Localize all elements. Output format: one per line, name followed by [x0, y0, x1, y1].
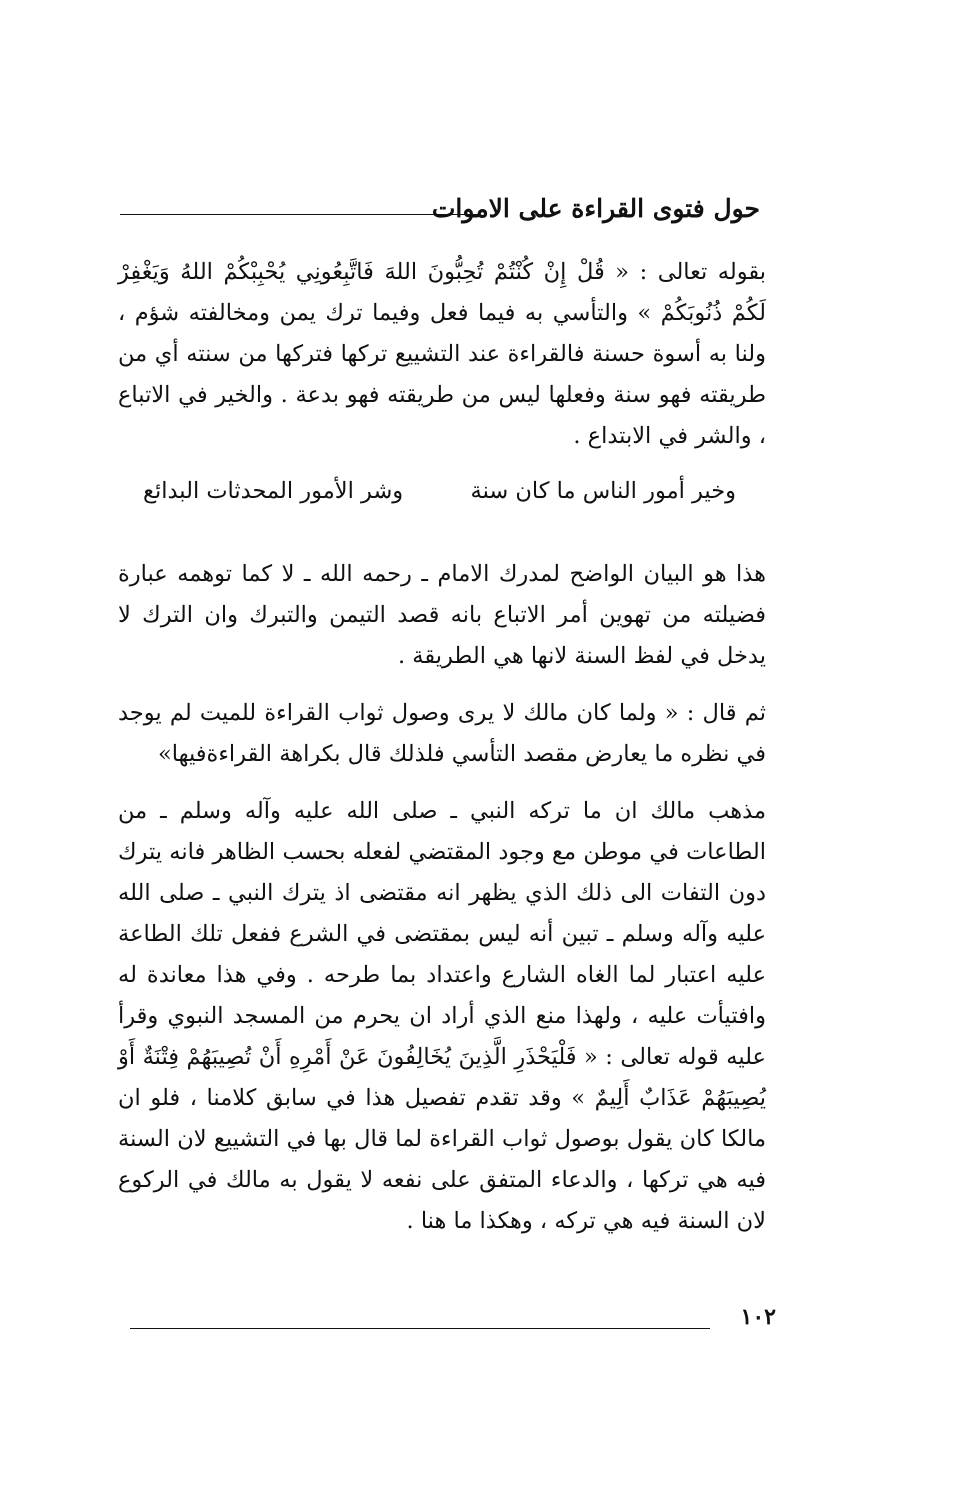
body-text: [118, 252, 766, 1242]
paragraph-2: هذا هو البيان الواضح لمدرك الامام ـ رحمه الله ـ لا كما توهمه عبارة فضيلته من تهوين أمر الاتباع بانه قصد التيمن والتبرك وان الترك لا يدخل في لفظ السنة لانها هي الطريقة .: [118, 561, 766, 669]
poem-verse: [143, 471, 736, 512]
poem-second-hemistich: وشر الأمور المحدثات البدائع: [143, 478, 404, 504]
page-footer: [130, 1298, 776, 1338]
page-number: ١٠٢: [740, 1304, 776, 1330]
running-header: [120, 194, 760, 230]
paragraph-3-quote: ثم قال : « ولما كان مالك لا يرى وصول ثواب القراءة للميت لم يوجد في نظره ما يعارض مقصد التأسي فلذلك قال بكراهة القراءةفيها»: [118, 700, 766, 767]
poem-first-hemistich: وخير أمور الناس ما كان سنة: [470, 478, 736, 504]
running-title: حول فتوى القراءة على الاموات: [431, 194, 760, 223]
paragraph-1: بقوله تعالى : « قُلْ إِنْ كُنْتُمْ تُحِبُّونَ اللهَ فَاتَّبِعُونِي يُحْبِبْكُمْ اللهُ وَيَغْفِرْ لَكُمْ ذُنُوبَكُمْ » والتأسي به فيما فعل وفيما ترك يمن ومخالفته شؤم ، ولنا به أسوة حسنة فالقراءة عند التشييع تركها فتركها من سنته أي من طريقته فهو سنة وفعلها ليس من طريقته فهو بدعة . والخير في الاتباع ، والشر في الابتداع .: [118, 259, 766, 449]
footer-rule: [130, 1328, 710, 1329]
header-rule: [120, 214, 478, 215]
paragraph-4: مذهب مالك ان ما تركه النبي ـ صلى الله عليه وآله وسلم ـ من الطاعات في موطن مع وجود المقتضي لفعله بحسب الظاهر فانه يترك دون التفات الى ذلك الذي يظهر انه مقتضى اذ يترك النبي ـ صلى الله عليه وآله وسلم ـ تبين أنه ليس بمقتضى في الشرع ففعل تلك الطاعة عليه اعتبار لما الغاه الشارع واعتداد بما طرحه . وفي هذا معاندة له وافتيأت عليه ، ولهذا منع الذي أراد ان يحرم من المسجد النبوي وقرأ عليه قوله تعالى : « فَلْيَحْذَرِ الَّذِينَ يُخَالِفُونَ عَنْ أَمْرِهِ أَنْ تُصِيبَهُمْ فِتْنَةٌ أَوْ يُصِيبَهُمْ عَذَابٌ أَلِيمٌ » وقد تقدم تفصيل هذا في سابق كلامنا ، فلو ان مالكا كان يقول بوصول ثواب القراءة لما قال بها في التشييع لان السنة فيه هي تركها ، والدعاء المتفق على نفعه لا يقول به مالك في الركوع لان السنة فيه هي تركه ، وهكذا ما هنا .: [118, 798, 766, 1234]
